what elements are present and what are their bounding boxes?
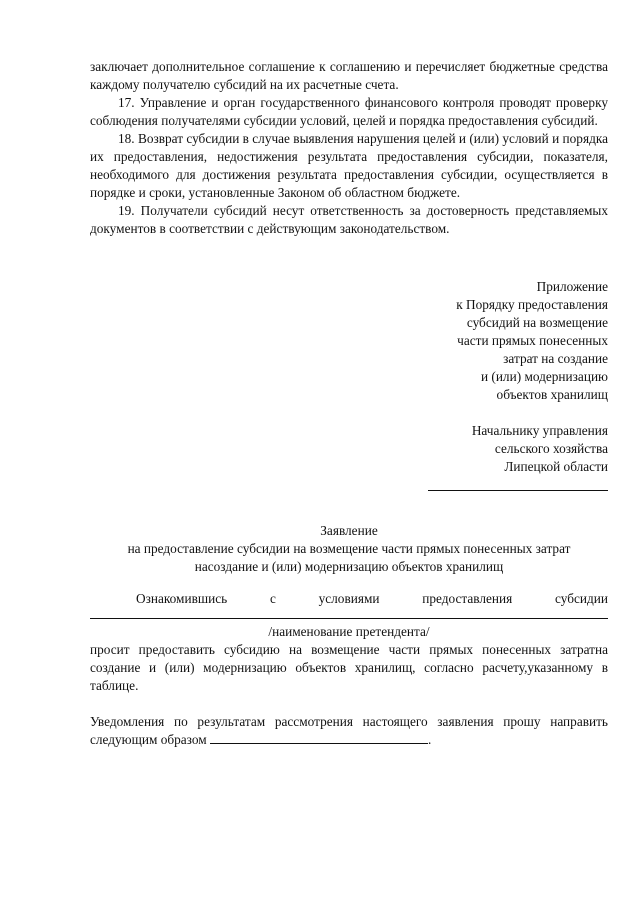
addressee-line: Липецкой области: [504, 459, 608, 474]
notification-end: .: [427, 732, 432, 747]
paragraph-18: 18. Возврат субсидии в случае выявления нарушения целей и (или) условий и порядка их предоставления, недостижения результата предоставления субсидии, показателя, необходимого для достижения результата предоставления субсидии, осуществляется в порядке и сроки, установленные Законом об областном бюджете.: [90, 131, 608, 200]
appendix-line: к Порядку предоставления: [456, 297, 608, 312]
appendix-line: Приложение: [536, 279, 608, 294]
appendix-line: затрат на создание: [503, 351, 608, 366]
appendix-line: части прямых понесенных: [457, 333, 608, 348]
application-subtitle-line1: на предоставление субсидии на возмещение части прямых понесенных затрат: [127, 541, 571, 556]
applicant-name-line: [90, 608, 608, 619]
application-subtitle-line2: насоздание и (или) модернизацию объектов хранилищ: [194, 559, 504, 574]
applicant-caption: /наименование претендента/: [268, 624, 430, 639]
addressee-line: сельского хозяйства: [494, 441, 608, 456]
appendix-line: объектов хранилищ: [496, 387, 608, 402]
notification-method-line: [210, 731, 428, 744]
addressee-line: Начальнику управления: [471, 423, 608, 438]
paragraph-19: 19. Получатели субсидий несут ответственность за достоверность представляемых документов в соответствии с действующим законодательством.: [90, 203, 608, 236]
paragraph-17: 17. Управление и орган государственного финансового контроля проводят проверку соблюдения получателями субсидии условий, целей и порядка предоставления субсидий.: [90, 95, 608, 128]
addressee-block: [90, 422, 608, 496]
appendix-line: субсидий на возмещение: [466, 315, 608, 330]
application-request: просит предоставить субсидию на возмещение части прямых понесенных затратна создание и (или) модернизацию объектов хранилищ, согласно расчету,указанному в таблице.: [90, 642, 608, 693]
addressee-signature-line: [428, 476, 608, 491]
notification-paragraph: [90, 713, 608, 749]
appendix-line: и (или) модернизацию: [480, 369, 608, 384]
application-intro: Ознакомившись с условиями предоставления субсидии: [136, 591, 608, 606]
application-title: Заявление: [320, 523, 378, 538]
paragraph-16-tail: заключает дополнительное соглашение к соглашению и перечисляет бюджетные средства каждому получателю субсидий на их расчетные счета.: [90, 59, 608, 92]
notification-text: Уведомления по результатам рассмотрения настоящего заявления прошу направить следующим образом: [90, 714, 608, 747]
appendix-block: [90, 278, 608, 404]
